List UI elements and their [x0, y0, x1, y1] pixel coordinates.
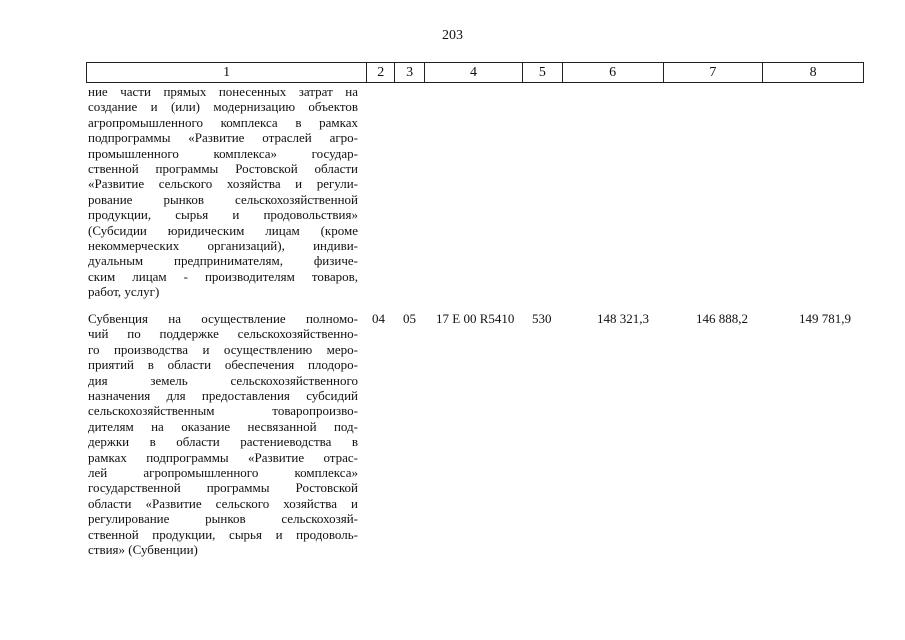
row-2-description [88, 311, 358, 558]
header-col-7: 7 [663, 63, 763, 82]
row-2-col-6: 148 321,3 [597, 311, 649, 326]
row-2-col-5: 530 [532, 311, 552, 326]
row-2-line: области «Развитие сельского хозяйства и [88, 495, 358, 511]
row-1-line: создание и (или) модернизацию объектов [88, 99, 358, 115]
row-1-line: «Развитие сельского хозяйства и регули- [88, 176, 358, 192]
header-col-5: 5 [522, 63, 562, 82]
row-2-line: чий по поддержке сельскохозяйственно- [88, 326, 358, 342]
row-2-line: рамках подпрограммы «Развитие отрас- [88, 449, 358, 465]
row-1-line: промышленного комплекса» государ- [88, 145, 358, 161]
row-2-col-7: 146 888,2 [696, 311, 748, 326]
row-2-line: назначения для предоставления субсидий [88, 388, 358, 404]
row-2-line: приятий в области обеспечения плодоро- [88, 357, 358, 373]
row-1-line: агропромышленного комплекса в рамках [88, 114, 358, 130]
row-2-line: сельскохозяйственным товаропроизво- [88, 403, 358, 419]
row-2-line: регулирование рынков сельскохозяй- [88, 511, 358, 527]
row-2-line: ственной продукции, сырья и продоволь- [88, 526, 358, 542]
row-2-line: держки в области растениеводства в [88, 434, 358, 450]
table-header-row [86, 62, 864, 83]
row-2-col-4: 17 Е 00 R5410 [436, 311, 515, 326]
row-2-line: государственной программы Ростовской [88, 480, 358, 496]
row-2-line: Субвенция на осуществление полномо- [88, 311, 358, 326]
header-col-8: 8 [762, 63, 863, 82]
row-2-line: дителям на оказание несвязанной под- [88, 418, 358, 434]
header-col-1: 1 [223, 64, 231, 80]
page-number: 203 [442, 28, 463, 43]
row-1-line: ственной программы Ростовской области [88, 161, 358, 177]
header-col-6: 6 [562, 63, 663, 82]
row-1-line: подпрограммы «Развитие отраслей агро- [88, 130, 358, 146]
row-1-line: дуальным предпринимателям, физиче- [88, 253, 358, 269]
row-2-line: ствия» (Субвенции) [88, 542, 198, 558]
header-col-3: 3 [394, 63, 424, 82]
row-1-line: (Субсидии юридическим лицам (кроме [88, 222, 358, 238]
row-2-col-8: 149 781,9 [799, 311, 851, 326]
row-1-line: продукции, сырья и продовольствия» [88, 207, 358, 223]
row-1-line: ние части прямых понесенных затрат на [88, 84, 358, 99]
row-1-line: работ, услуг) [88, 284, 160, 300]
row-2-col-3: 05 [403, 311, 416, 326]
header-col-4: 4 [424, 63, 522, 82]
row-2-line: го производства и осуществлению меро- [88, 341, 358, 357]
row-1-description [88, 84, 358, 300]
row-1-line: ским лицам - производителям товаров, [88, 268, 358, 284]
row-1-line: рование рынков сельскохозяйственной [88, 191, 358, 207]
header-col-2: 2 [366, 63, 394, 82]
row-2-line: дия земель сельскохозяйственного [88, 372, 358, 388]
row-1-line: некоммерческих организаций), индиви- [88, 238, 358, 254]
row-2-line: лей агропромышленного комплекса» [88, 465, 358, 481]
row-2-col-2: 04 [372, 311, 385, 326]
